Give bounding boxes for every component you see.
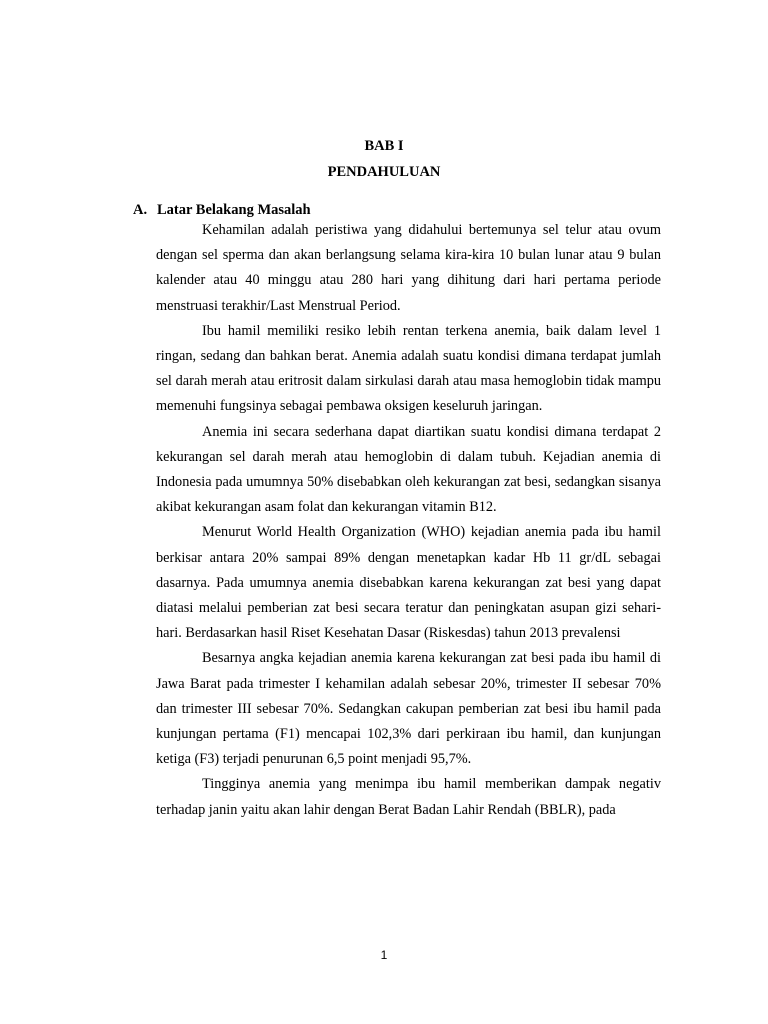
paragraph: Menurut World Health Organization (WHO) kejadian anemia pada ibu hamil berkisar antara 20% sampai 89% dengan menetapkan kadar Hb 11 gr/dL sebagai dasarnya. Pada umumnya anemia disebabkan karena kekurangan zat besi yang dapat diatasi melalui pemberian zat besi secara teratur dan peningkatan asupan gizi sehari-hari. Berdasarkan hasil Riset Kesehatan Dasar (Riskesdas) tahun 2013 prevalensi — [156, 524, 661, 642]
paragraph: Tingginya anemia yang menimpa ibu hamil memberikan dampak negativ terhadap janin yaitu akan lahir dengan Berat Badan Lahir Rendah (BBLR), pada — [156, 776, 661, 818]
chapter-title: PENDAHULUAN — [327, 164, 441, 180]
body-text — [156, 218, 661, 823]
section-marker: A. — [133, 202, 148, 218]
page-number: 1 — [380, 948, 388, 962]
chapter-number: BAB I — [364, 138, 404, 154]
section-title: Latar Belakang Masalah — [157, 202, 311, 218]
paragraph: Kehamilan adalah peristiwa yang didahului bertemunya sel telur atau ovum dengan sel sperma dan akan berlangsung selama kira-kira 10 bulan lunar atau 9 bulan kalender atau 40 minggu atau 280 hari yang dihitung dari hari pertama periode menstruasi terakhir/Last Menstrual Period. — [156, 222, 661, 314]
paragraph: Anemia ini secara sederhana dapat diartikan suatu kondisi dimana terdapat 2 kekurangan sel darah merah atau hemoglobin di dalam tubuh. Kejadian anemia di Indonesia pada umumnya 50% disebabkan oleh kekurangan zat besi, sedangkan sisanya akibat kekurangan asam folat dan kekurangan vitamin B12. — [156, 423, 661, 516]
paragraph: Besarnya angka kejadian anemia karena kekurangan zat besi pada ibu hamil di Jawa Barat pada trimester I kehamilan adalah sebesar 20%, trimester II sebesar 70% dan trimester III sebesar 70%. Sedangkan cakupan pemberian zat besi ibu hamil pada kunjungan pertama (F1) mencapai 102,3% dari perkiraan ibu hamil, dan kunjungan ketiga (F3) terjadi penurunan 6,5 point menjadi 95,7%. — [156, 650, 661, 768]
section-heading — [133, 202, 311, 219]
paragraph: Ibu hamil memiliki resiko lebih rentan terkena anemia, baik dalam level 1 ringan, sedang dan bahkan berat. Anemia adalah suatu kondisi dimana terdapat jumlah sel darah merah atau eritrosit dalam sirkulasi darah atau masa hemoglobin tidak mampu memenuhi fungsinya sebagai pembawa oksigen keseluruh jaringan. — [156, 322, 661, 415]
